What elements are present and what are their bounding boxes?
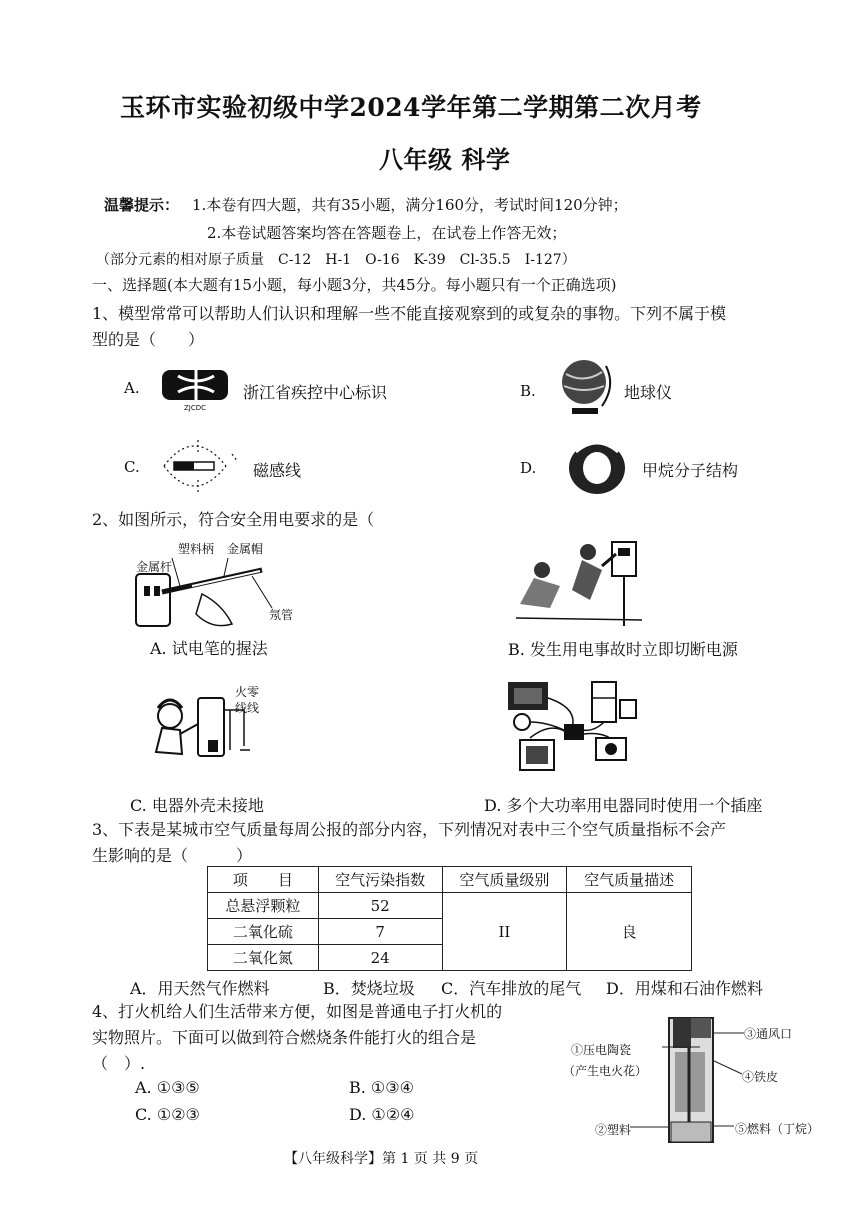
q2-option-c: C. 电器外壳未接地	[130, 796, 264, 815]
q2-option-a: A. 试电笔的握法	[150, 639, 268, 658]
q4-option-c: C. ①②③	[135, 1105, 200, 1124]
label-plastic-handle: 塑料柄	[178, 542, 215, 556]
label-metal-cap: 金属帽	[227, 542, 264, 556]
q1-option-a-letter: A.	[124, 379, 140, 397]
label-neon-tube: 氖管	[269, 608, 294, 622]
q2-option-b: B. 发生用电事故时立即切断电源	[508, 640, 738, 659]
table-header-cell: 空气质量级别	[442, 867, 567, 893]
q3-option-c: C．汽车排放的尾气	[441, 979, 582, 998]
table-cell-description: 良	[567, 893, 692, 971]
lighter-label-ceramic: ①压电陶瓷	[571, 1043, 632, 1057]
q3-option-d: D．用煤和石油作燃料	[606, 979, 763, 998]
q1-option-b-letter: B.	[520, 382, 536, 400]
q1-option-d-text: 甲烷分子结构	[642, 461, 739, 480]
q1-stem-line-1: 1、模型常常可以帮助人们认识和理解一些不能直接观察到的或复杂的事物。下列不属于模	[92, 304, 727, 323]
table-header-cell: 项 目	[208, 867, 319, 893]
lighter-label-vent: ③通风口	[744, 1027, 793, 1041]
label-live-neutral: 火零	[235, 685, 260, 699]
q4-option-a: A. ①③⑤	[135, 1078, 200, 1097]
q1-option-a-text: 浙江省疾控中心标识	[243, 383, 388, 402]
table-cell: 二氧化硫	[208, 919, 319, 945]
q1-option-d-letter: D.	[520, 459, 537, 477]
q3-stem-line-1: 3、下表是某城市空气质量每周公报的部分内容，下列情况对表中三个空气质量指标不会产	[92, 820, 727, 839]
lighter-label-plastic: ②塑料	[595, 1123, 632, 1137]
q3-option-b: B．焚烧垃圾	[323, 979, 415, 998]
q1-option-c-letter: C.	[124, 458, 140, 476]
notice-line-1: 1.本卷有四大题，共有35小题，满分160分，考试时间120分钟；	[192, 196, 628, 214]
table-cell: 二氧化氮	[208, 945, 319, 971]
table-header-cell: 空气质量描述	[567, 867, 692, 893]
table-cell: 52	[318, 893, 442, 919]
q4-option-d: D. ①②④	[349, 1105, 415, 1124]
q1-option-c-text: 磁感线	[253, 461, 302, 480]
notice-label: 温馨提示：	[104, 196, 180, 214]
q4-stem-line-1: 4、打火机给人们生活带来方便，如图是普通电子打火机的	[92, 1002, 503, 1021]
q3-option-a: A．用天然气作燃料	[130, 979, 270, 998]
lighter-label-iron: ④铁皮	[742, 1070, 779, 1084]
q2-stem: 2、如图所示，符合安全用电要求的是（	[92, 510, 375, 529]
table-cell: 24	[318, 945, 442, 971]
lighter-label-spark: （产生电火花）	[563, 1064, 648, 1078]
table-cell: 总悬浮颗粒	[208, 893, 319, 919]
q1-stem-line-2: 型的是（ ）	[92, 330, 205, 349]
q2-option-d: D. 多个大功率用电器同时使用一个插座	[484, 796, 763, 815]
atomic-masses: （部分元素的相对原子质量 C-12 H-1 O-16 K-39 Cl-35.5 I-127）	[96, 252, 576, 268]
label-metal-rod: 金属杆	[136, 560, 173, 574]
notice-line-2: 2.本卷试题答案均答在答题卷上，在试卷上作答无效；	[207, 224, 567, 242]
q4-stem-line-3: （ ）.	[92, 1054, 146, 1073]
page-footer: 【八年级科学】第 1 页 共 9 页	[284, 1151, 479, 1167]
q4-option-b: B. ①③④	[349, 1078, 414, 1097]
table-cell: 7	[318, 919, 442, 945]
q3-stem-line-2: 生影响的是（ ）	[92, 846, 253, 865]
label-wires: 线线	[235, 701, 260, 715]
q4-stem-line-2: 实物照片。下面可以做到符合燃烧条件能打火的组合是	[92, 1028, 477, 1047]
table-header-cell: 空气污染指数	[318, 867, 442, 893]
section-heading: 一、选择题(本大题有15小题，每小题3分，共45分。每小题只有一个正确选项)	[92, 276, 617, 294]
lighter-label-fuel: ⑤燃料（丁烷）	[735, 1122, 820, 1136]
table-cell-level: II	[442, 893, 567, 971]
exam-title: 玉环市实验初级中学2024学年第二学期第二次月考	[120, 93, 702, 122]
svg-text:ZJCDC: ZJCDC	[184, 404, 207, 412]
q1-option-b-text: 地球仪	[624, 383, 673, 402]
exam-subtitle: 八年级 科学	[379, 145, 511, 174]
